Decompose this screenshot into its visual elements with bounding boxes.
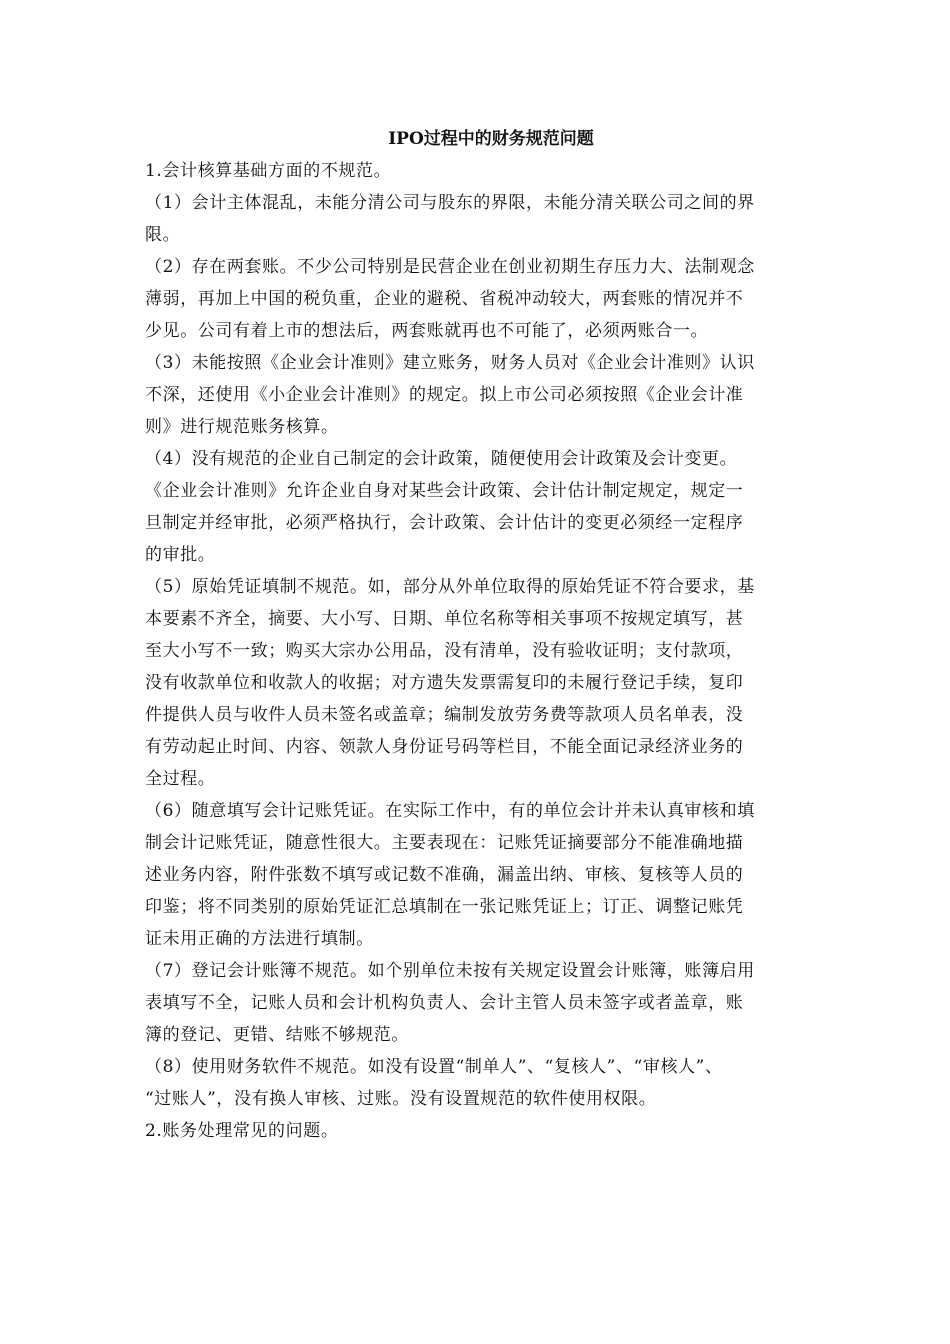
item-paragraph <box>145 251 817 347</box>
paragraph-line: （8）使用财务软件不规范。如没有设置“制单人”、“复核人”、“审核人”、 <box>145 1057 723 1077</box>
paragraph-line: 有劳动起止时间、内容、领款人身份证号码等栏目，不能全面记录经济业务的 <box>145 737 744 757</box>
paragraph-line: 簿的登记、更错、结账不够规范。 <box>145 1025 409 1045</box>
paragraph-line: （6）随意填写会计记账凭证。在实际工作中，有的单位会计并未认真审核和填 <box>145 801 755 821</box>
item-paragraph <box>145 443 817 571</box>
section-heading-text: 1.会计核算基础方面的不规范。 <box>145 161 392 181</box>
document-page <box>145 123 817 1147</box>
paragraph-line: 限。 <box>145 225 181 245</box>
paragraph-line: 全过程。 <box>145 769 216 789</box>
document-body <box>145 155 817 1147</box>
section-heading <box>145 155 817 187</box>
paragraph-line: 薄弱，再加上中国的税负重，企业的避税、省税冲动较大，两套账的情况并不 <box>145 289 744 309</box>
document-title: IPO过程中的财务规范问题 <box>388 129 594 149</box>
paragraph-line: （1）会计主体混乱，未能分清公司与股东的界限，未能分清关联公司之间的界 <box>145 193 755 213</box>
paragraph-line: 不深，还使用《小企业会计准则》的规定。拟上市公司必须按照《企业会计准 <box>145 385 744 405</box>
paragraph-line: “过账人”，没有换人审核、过账。没有设置规范的软件使用权限。 <box>145 1089 657 1109</box>
paragraph-line: 制会计记账凭证，随意性很大。主要表现在：记账凭证摘要部分不能准确地描 <box>145 833 744 853</box>
paragraph-line: 证未用正确的方法进行填制。 <box>145 929 374 949</box>
paragraph-line: 表填写不全，记账人员和会计机构负责人、会计主管人员未签字或者盖章，账 <box>145 993 744 1013</box>
paragraph-line: （2）存在两套账。不少公司特别是民营企业在创业初期生存压力大、法制观念 <box>145 257 755 277</box>
paragraph-line: 件提供人员与收件人员未签名或盖章；编制发放劳务费等款项人员名单表，没 <box>145 705 744 725</box>
paragraph-line: 本要素不齐全，摘要、大小写、日期、单位名称等相关事项不按规定填写，甚 <box>145 609 744 629</box>
paragraph-line: 的审批。 <box>145 545 216 565</box>
paragraph-line: （7）登记会计账簿不规范。如个别单位未按有关规定设置会计账簿，账簿启用 <box>145 961 755 981</box>
section-heading-text: 2.账务处理常见的问题。 <box>145 1121 339 1141</box>
paragraph-line: 旦制定并经审批，必须严格执行，会计政策、会计估计的变更必须经一定程序 <box>145 513 744 533</box>
paragraph-line: 至大小写不一致；购买大宗办公用品，没有清单，没有验收证明；支付款项， <box>145 641 744 661</box>
paragraph-line: 少见。公司有着上市的想法后，两套账就再也不可能了，必须两账合一。 <box>145 321 709 341</box>
paragraph-line: （3）未能按照《企业会计准则》建立账务，财务人员对《企业会计准则》认识 <box>145 353 755 373</box>
item-paragraph <box>145 187 817 251</box>
paragraph-line: 述业务内容，附件张数不填写或记数不准确，漏盖出纳、审核、复核等人员的 <box>145 865 744 885</box>
paragraph-line: （5）原始凭证填制不规范。如，部分从外单位取得的原始凭证不符合要求，基 <box>145 577 755 597</box>
section-heading <box>145 1115 817 1147</box>
item-paragraph <box>145 571 817 795</box>
paragraph-line: （4）没有规范的企业自己制定的会计政策，随便使用会计政策及会计变更。 <box>145 449 738 469</box>
paragraph-line: 印鉴；将不同类别的原始凭证汇总填制在一张记账凭证上；订正、调整记账凭 <box>145 897 744 917</box>
paragraph-line: 没有收款单位和收款人的收据；对方遗失发票需复印的未履行登记手续，复印 <box>145 673 744 693</box>
paragraph-line: 则》进行规范账务核算。 <box>145 417 339 437</box>
item-paragraph <box>145 955 817 1051</box>
item-paragraph <box>145 347 817 443</box>
item-paragraph <box>145 1051 817 1115</box>
paragraph-line: 《企业会计准则》允许企业自身对某些会计政策、会计估计制定规定，规定一 <box>145 481 744 501</box>
item-paragraph <box>145 795 817 955</box>
